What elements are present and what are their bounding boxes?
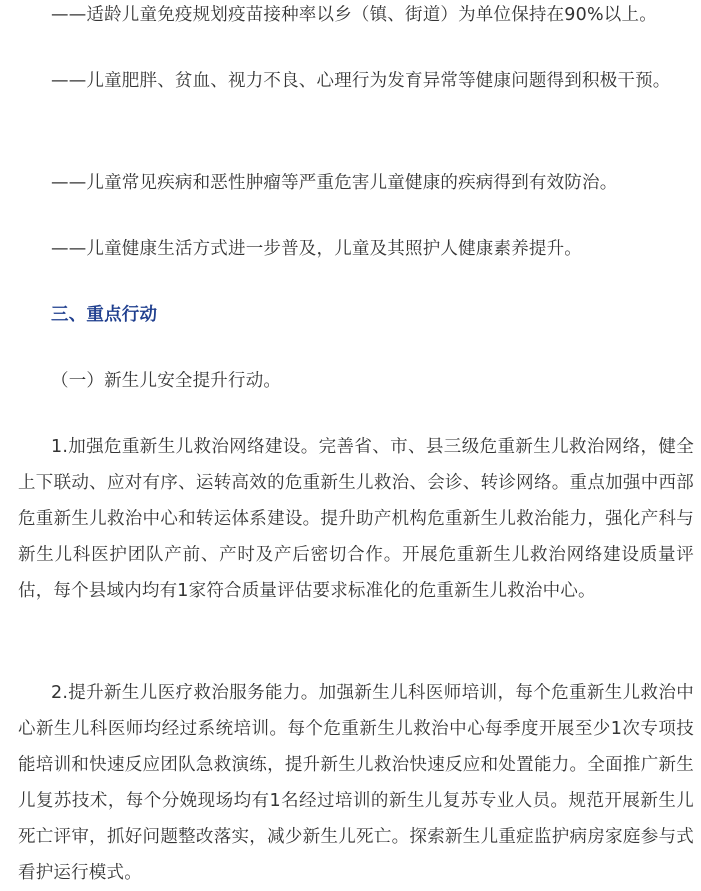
goal-lifestyle-paragraph: ——儿童健康生活方式进一步普及，儿童及其照护人健康素养提升。 <box>51 239 582 259</box>
goal-health-problems-paragraph: ——儿童肥胖、贫血、视力不良、心理行为发育异常等健康问题得到积极干预。 <box>51 71 671 91</box>
goal-disease-paragraph: ——儿童常见疾病和恶性肿瘤等严重危害儿童健康的疾病得到有效防治。 <box>51 173 618 193</box>
subsection-heading: （一）新生儿安全提升行动。 <box>51 371 282 391</box>
section-heading: 三、重点行动 <box>51 305 158 325</box>
item-1-paragraph: 1.加强危重新生儿救治网络建设。完善省、市、县三级危重新生儿救治网络，健全上下联动、应对有序、运转高效的危重新生儿救治、会诊、转诊网络。重点加强中西部危重新生儿救治中心和转运体系建设。提升助产机构危重新生儿救治能力，强化产科与新生儿科医护团队产前、产时及产后密切合作。开展危重新生儿救治网络建设质量评估，每个县域内均有1家符合质量评估要求标准化的危重新生儿救治中心。 <box>18 437 694 601</box>
goal-vaccine-paragraph: ——适龄儿童免疫规划疫苗接种率以乡（镇、街道）为单位保持在90%以上。 <box>51 5 657 25</box>
item-2-paragraph: 2.提升新生儿医疗救治服务能力。加强新生儿科医师培训，每个危重新生儿救治中心新生儿科医师均经过系统培训。每个危重新生儿救治中心每季度开展至少1次专项技能培训和快速反应团队急救演练，提升新生儿救治快速反应和处置能力。全面推广新生儿复苏技术，每个分娩现场均有1名经过培训的新生儿复苏专业人员。规范开展新生儿死亡评审，抓好问题整改落实，减少新生儿死亡。探索新生儿重症监护病房家庭参与式看护运行模式。 <box>18 683 694 883</box>
